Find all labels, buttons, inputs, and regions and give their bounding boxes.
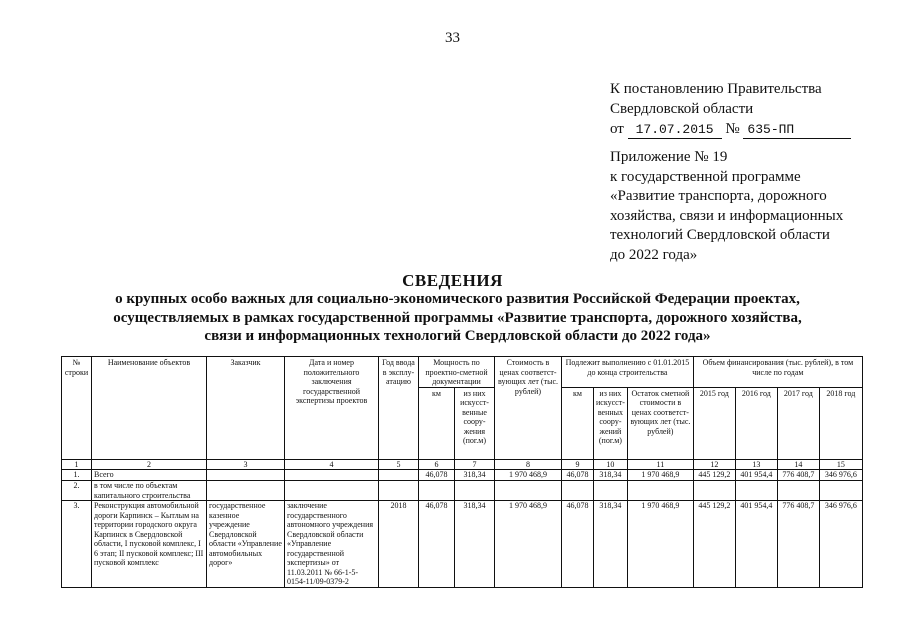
col-number: 12 xyxy=(693,459,735,470)
cell-expertise xyxy=(285,481,379,501)
header-capacity: Мощность по проектно-сметной документации xyxy=(419,357,495,388)
cell-2015 xyxy=(693,481,735,501)
cell-name: Всего xyxy=(92,470,207,481)
appendix-line-3: «Развитие транспорта, дорожного xyxy=(610,188,827,204)
document-subtitle xyxy=(90,290,825,346)
header-expertise: Дата и номер положительного заключения государственной экспертизы проектов xyxy=(285,357,379,460)
cell-km: 46,078 xyxy=(419,470,455,481)
header-2015: 2015 год xyxy=(693,387,735,459)
table-row xyxy=(62,481,863,501)
cell-customer xyxy=(207,481,285,501)
table-row xyxy=(62,501,863,588)
header-row-number: № строки xyxy=(62,357,92,460)
appendix-line-2: к государственной программе xyxy=(610,168,801,185)
cell-num: 1. xyxy=(62,470,92,481)
header-object-name: Наименование объектов xyxy=(92,357,207,460)
cell-year xyxy=(379,481,419,501)
column-number-row xyxy=(62,459,863,470)
decree-date: 17.07.2015 xyxy=(628,122,722,139)
appendix-block xyxy=(610,148,860,265)
cell-km: 46,078 xyxy=(419,501,455,588)
subtitle-line-1: о крупных особо важных для социально-экономического развития Российской Федерации проектах, xyxy=(115,291,800,307)
table-header-row xyxy=(62,357,863,388)
cell-rest xyxy=(627,481,693,501)
col-number: 6 xyxy=(419,459,455,470)
cell-todo-km: 46,078 xyxy=(562,470,594,481)
cell-2018: 346 976,6 xyxy=(819,470,862,481)
cell-rest: 1 970 468,9 xyxy=(627,501,693,588)
cell-customer xyxy=(207,470,285,481)
col-number: 4 xyxy=(285,459,379,470)
decree-line-1: К постановлению Правительства xyxy=(610,81,822,97)
header-todo-rest: Остаток сметной стоимости в ценах соответст-вующих лет (тыс. рублей) xyxy=(627,387,693,459)
cell-todo-art xyxy=(594,481,628,501)
header-cost: Стоимость в ценах соответст-вующих лет (тыс. рублей) xyxy=(495,357,562,460)
col-number: 7 xyxy=(455,459,495,470)
cell-cost: 1 970 468,9 xyxy=(495,470,562,481)
cell-year xyxy=(379,470,419,481)
cell-num: 2. xyxy=(62,481,92,501)
cell-name: Реконструкция автомобильной дороги Карпинск – Кытлым на территории городского округа Карпинск в Свердловской области, I пусковой комплекс, I 6 этап; II пусковой комплекс; III пусковой комплекс xyxy=(92,501,207,588)
cell-2018: 346 976,6 xyxy=(819,501,862,588)
appendix-line-5: технологий Свердловской области xyxy=(610,227,830,243)
cell-num: 3. xyxy=(62,501,92,588)
cell-todo-km: 46,078 xyxy=(562,501,594,588)
header-2018: 2018 год xyxy=(819,387,862,459)
cell-todo-km xyxy=(562,481,594,501)
cell-expertise: заключение государственного автономного учреждения Свердловской области «Управление государственной экспертизы» от 11.03.2011 № 66-1-5-0154-11/09-0379-2 xyxy=(285,501,379,588)
appendix-line-4: хозяйства, связи и информационных xyxy=(610,207,844,224)
projects-table xyxy=(61,356,863,588)
cell-2015: 445 129,2 xyxy=(693,470,735,481)
cell-year: 2018 xyxy=(379,501,419,588)
cell-todo-art: 318,34 xyxy=(594,501,628,588)
decree-reference xyxy=(610,79,851,139)
cell-2015: 445 129,2 xyxy=(693,501,735,588)
header-finance: Объем финансирования (тыс. рублей), в том числе по годам xyxy=(693,357,862,388)
cell-2018 xyxy=(819,481,862,501)
col-number: 13 xyxy=(735,459,777,470)
cell-2016 xyxy=(735,481,777,501)
header-capacity-art: из них искусст-венные соору-жения (пог.м) xyxy=(455,387,495,459)
cell-expertise xyxy=(285,470,379,481)
header-2016: 2016 год xyxy=(735,387,777,459)
header-2017: 2017 год xyxy=(777,387,819,459)
header-todo-km: км xyxy=(562,387,594,459)
cell-2017: 776 408,7 xyxy=(777,501,819,588)
decree-number-label: № xyxy=(725,121,740,137)
col-number: 3 xyxy=(207,459,285,470)
col-number: 15 xyxy=(819,459,862,470)
cell-km xyxy=(419,481,455,501)
decree-date-line xyxy=(610,119,851,139)
header-capacity-km: км xyxy=(419,387,455,459)
cell-2016: 401 954,4 xyxy=(735,470,777,481)
cell-name: в том числе по объектам капитального строительства xyxy=(92,481,207,501)
decree-line-2: Свердловской области xyxy=(610,101,754,117)
cell-cost xyxy=(495,481,562,501)
header-todo: Подлежит выполнению с 01.01.2015 до конца строительства xyxy=(562,357,694,388)
page-number: 33 xyxy=(445,30,460,46)
col-number: 1 xyxy=(62,459,92,470)
cell-cost: 1 970 468,9 xyxy=(495,501,562,588)
cell-rest: 1 970 468,9 xyxy=(627,470,693,481)
cell-customer: государственное казенное учреждение Свердловской области «Управление автомобильных дорог» xyxy=(207,501,285,588)
decree-from-label: от xyxy=(610,121,624,137)
cell-2016: 401 954,4 xyxy=(735,501,777,588)
appendix-line-6: до 2022 года» xyxy=(610,246,698,263)
col-number: 11 xyxy=(627,459,693,470)
cell-art xyxy=(455,481,495,501)
cell-2017 xyxy=(777,481,819,501)
header-customer: Заказчик xyxy=(207,357,285,460)
appendix-line-1: Приложение № 19 xyxy=(610,149,728,165)
col-number: 10 xyxy=(594,459,628,470)
header-todo-art: из них искусст-венных соору-жений (пог.м) xyxy=(594,387,628,459)
col-number: 9 xyxy=(562,459,594,470)
header-year: Год ввода в эксплу-атацию xyxy=(379,357,419,460)
subtitle-line-3: связи и информационных технологий Свердловской области до 2022 года» xyxy=(204,328,711,344)
table-row xyxy=(62,470,863,481)
document-title: СВЕДЕНИЯ xyxy=(402,271,503,290)
cell-todo-art: 318,34 xyxy=(594,470,628,481)
cell-2017: 776 408,7 xyxy=(777,470,819,481)
col-number: 8 xyxy=(495,459,562,470)
cell-art: 318,34 xyxy=(455,501,495,588)
col-number: 14 xyxy=(777,459,819,470)
cell-art: 318,34 xyxy=(455,470,495,481)
col-number: 5 xyxy=(379,459,419,470)
decree-number: 635-ПП xyxy=(743,122,851,139)
col-number: 2 xyxy=(92,459,207,470)
subtitle-line-2: осуществляемых в рамках государственной программы «Развитие транспорта, дорожного хозяйства, xyxy=(113,309,802,326)
